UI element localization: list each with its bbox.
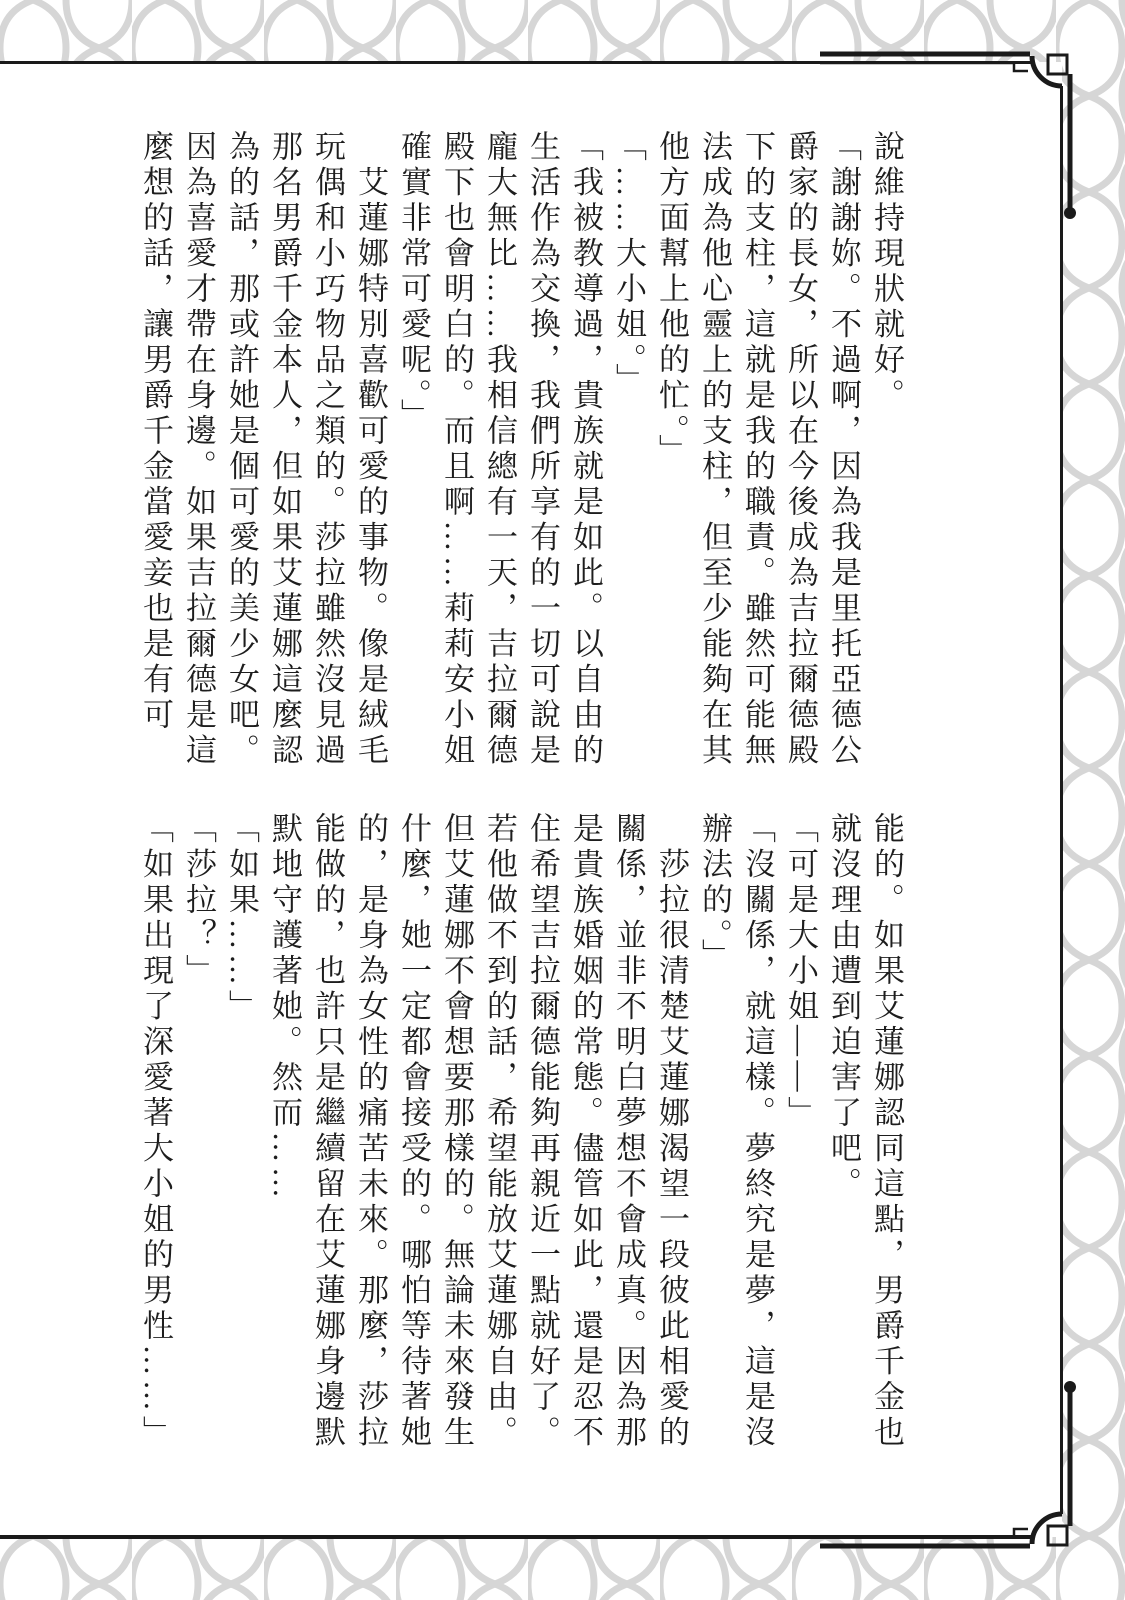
paragraph: 「莎拉？」 [181, 812, 216, 990]
paragraph: 莎拉很清楚艾蓮娜渴望一段彼此相愛的關係，並非不明白夢想不會成真。因為那是貴族婚姻的常態。儘管如此，還是忍不住希望吉拉爾德能夠再親近一點就好了。若他做不到的話，希望能放艾蓮娜自由。但艾蓮娜不會想要那樣的。無論未來發生什麼，她一定都會接受的。哪怕等待著她的，是身為女性的痛苦未來。那麼，莎拉能做的，也許只是繼續留在艾蓮娜身邊默默地守護著她。然而…… [267, 812, 689, 1451]
text-block-top [134, 130, 908, 772]
paragraph: 艾蓮娜特別喜歡可愛的事物。像是絨毛玩偶和小巧物品之類的。莎拉雖然沒見過那名男爵千金本人，但如果艾蓮娜這麼認為的話，那或許她是個可愛的美少女吧。因為喜愛才帶在身邊。如果吉拉爾德是這麼想的話，讓男爵千金當愛妾也是有可 [138, 130, 388, 769]
text-block-bottom [134, 812, 908, 1454]
paragraph: 「如果出現了深愛著大小姐的男性……」 [138, 812, 173, 1451]
paragraph: 「沒關係，就這樣。夢終究是夢，這是沒辦法的。」 [697, 812, 775, 1451]
paragraph: 「謝謝妳。不過啊，因為我是里托亞德公爵家的長女，所以在今後成為吉拉爾德殿下的支柱，這就是我的職責。雖然可能無法成為他心靈上的支柱，但至少能夠在其他方面幫上他的忙。」 [654, 130, 861, 769]
paragraph: 能的。如果艾蓮娜認同這點，男爵千金也就沒理由遭到迫害了吧。 [826, 812, 904, 1451]
paragraph: 「……大小姐。」 [611, 130, 646, 399]
paragraph: 「我被教導過，貴族就是如此。以自由的生活作為交換，我們所享有的一切可說是龐大無比……我相信總有一天，吉拉爾德殿下也會明白的。而且啊……莉莉安小姐確實非常可愛呢。」 [396, 130, 603, 769]
frame-line-right [1060, 86, 1063, 1514]
paragraph: 說維持現狀就好。 [869, 130, 904, 414]
paragraph: 「可是大小姐——」 [783, 812, 818, 1132]
paragraph: 「如果……」 [224, 812, 259, 1025]
